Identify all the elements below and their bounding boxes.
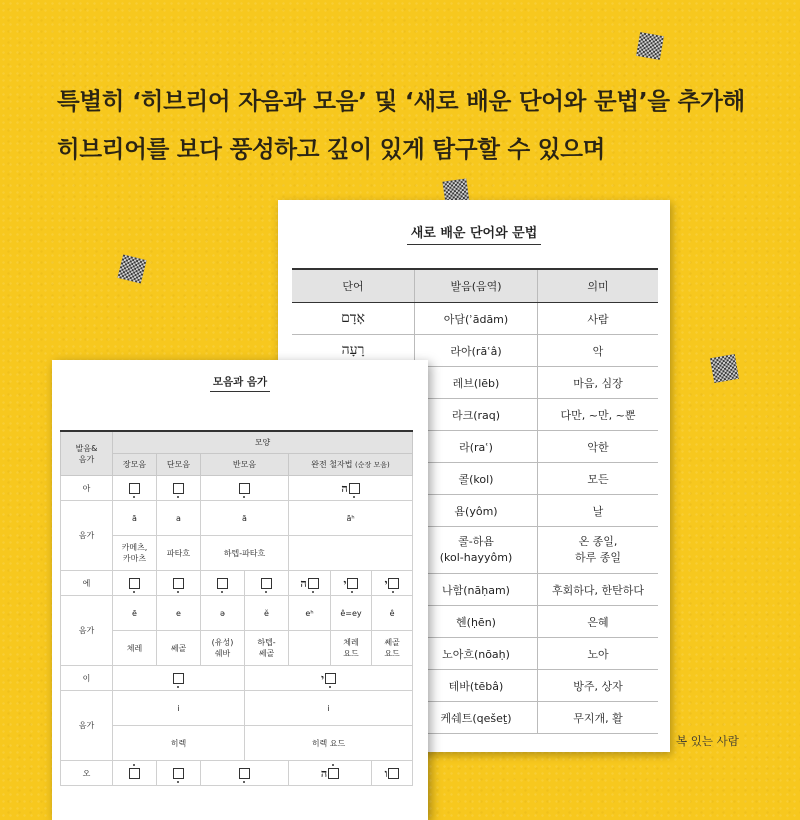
consonant-box-icon: [173, 578, 184, 589]
consonant-box-icon: [328, 768, 339, 779]
meaning: 후회하다, 한탄하다: [538, 574, 659, 606]
hebrew-letter: י: [384, 576, 388, 590]
consonant-box-icon: [388, 578, 399, 589]
checker-square-decoration: [636, 32, 664, 60]
publisher-credit: 복 있는 사람: [676, 734, 739, 748]
vowel-shape: [113, 666, 245, 691]
vowel-shape: [289, 571, 331, 596]
vowel-shape: [372, 761, 413, 786]
hebrew-word: רָעָה: [292, 335, 415, 367]
consonant-box-icon: [308, 578, 319, 589]
vowel-name: 쎄골 요드: [372, 631, 413, 666]
meaning: 은혜: [538, 606, 659, 638]
table-row: [292, 303, 658, 335]
pronunciation: 욤(yôm): [415, 495, 538, 527]
pronunciation: 나함(nāḥam): [415, 574, 538, 606]
consonant-box-icon: [388, 768, 399, 779]
vowel-shape: [157, 571, 201, 596]
pronunciation: 레브(lēb): [415, 367, 538, 399]
vowel-name: 히렉 요드: [245, 726, 413, 761]
vowel-shape: [201, 476, 289, 501]
hebrew-letter: ה: [341, 481, 348, 495]
vowel-name: 히렉: [113, 726, 245, 761]
sound-label: 음가: [61, 596, 113, 666]
checker-square-decoration: [710, 354, 739, 383]
pronunciation: 콜(kol): [415, 463, 538, 495]
vowel-sheet: [52, 360, 428, 820]
vowel-label-i: 이: [61, 666, 113, 691]
vowel-name: 쎄골: [157, 631, 201, 666]
pronunciation: 헨(ḥēn): [415, 606, 538, 638]
sound-value: ē: [113, 596, 157, 631]
vowel-shape: [113, 761, 157, 786]
sound-value: eʰ: [289, 596, 331, 631]
vowel-sheet-title: 모음과 음가: [52, 374, 428, 389]
sound-value: a: [157, 501, 201, 536]
col-header-pron: 발음(음역): [415, 269, 538, 303]
vowel-shape: [157, 761, 201, 786]
vowel-label-o: 오: [61, 761, 113, 786]
vowel-name: 체레 요드: [331, 631, 372, 666]
sound-value: ê=ey: [331, 596, 372, 631]
consonant-box-icon: [173, 673, 184, 684]
vowel-name: 체레: [113, 631, 157, 666]
consonant-box-icon: [129, 768, 140, 779]
headline-line-1: 특별히 ‘히브리어 자음과 모음’ 및 ‘새로 배운 단어와 문법’을 추가해: [57, 87, 745, 115]
vowel-shape: [289, 761, 372, 786]
consonant-box-icon: [261, 578, 272, 589]
pronunciation: 라(raʿ): [415, 431, 538, 463]
hebrew-word: אָדָם: [292, 303, 415, 335]
sound-value: ê: [372, 596, 413, 631]
sound-value: ĕ: [245, 596, 289, 631]
meaning-line-1: 온 종일,: [578, 535, 618, 548]
vowel-shape: [157, 476, 201, 501]
col-header-shape: 모양: [113, 431, 413, 454]
meaning: 날: [538, 495, 659, 527]
col-header-half-vowel: 반모음: [201, 454, 289, 476]
sound-value: āʰ: [289, 501, 413, 536]
meaning: 방주, 상자: [538, 670, 659, 702]
vowel-label-a: 아: [61, 476, 113, 501]
hebrew-letter: ה: [320, 766, 328, 780]
meaning-line-2: 하루 종일: [574, 551, 621, 564]
vowel-shape: [331, 571, 372, 596]
pronunciation: 케쉐트(qešeṯ): [415, 702, 538, 734]
vowel-shape: [113, 571, 157, 596]
pronunciation-roman: (kol-hayyôm): [439, 551, 513, 564]
pronunciation: 노아흐(nōaḥ): [415, 638, 538, 670]
vocab-sheet-title: 새로 배운 단어와 문법: [278, 222, 670, 241]
sound-label: 음가: [61, 501, 113, 571]
full-spelling-label: 완전 철자법: [311, 460, 353, 469]
pronunciation: 아담(ʾādām): [415, 303, 538, 335]
vowel-name: (유성) 쉐바: [201, 631, 245, 666]
meaning: 다만, ~만, ~뿐: [538, 399, 659, 431]
consonant-box-icon: [325, 673, 336, 684]
checker-square-decoration: [117, 254, 146, 283]
consonant-box-icon: [129, 483, 140, 494]
pronunciation: 테바(tēbâ): [415, 670, 538, 702]
meaning: 악한: [538, 431, 659, 463]
pronunciation: 라아(rāʿâ): [415, 335, 538, 367]
sound-value: i: [113, 691, 245, 726]
meaning: 모든: [538, 463, 659, 495]
vowel-shape: [245, 666, 413, 691]
hebrew-letter: ו: [384, 766, 388, 780]
vowel-name-empty: [289, 536, 413, 571]
meaning: 마음, 심장: [538, 367, 659, 399]
vowel-name-empty: [289, 631, 331, 666]
vowel-shape: [245, 571, 289, 596]
full-spelling-note: (순장 모음): [355, 461, 390, 469]
sound-value: ə: [201, 596, 245, 631]
sound-value: ă: [201, 501, 289, 536]
consonant-box-icon: [173, 768, 184, 779]
vowel-shape: [289, 476, 413, 501]
vowel-name: 카메츠, 카마츠: [113, 536, 157, 571]
sound-value: e: [157, 596, 201, 631]
sound-label: 음가: [61, 691, 113, 761]
col-header-full-spelling: [289, 454, 413, 476]
col-header-long-vowel: 장모음: [113, 454, 157, 476]
pronunciation: [415, 527, 538, 574]
hebrew-letter: ה: [300, 576, 307, 590]
vowel-shape: [201, 761, 289, 786]
vowel-shape: [201, 571, 245, 596]
hebrew-letter: י: [343, 576, 347, 590]
col-header-short-vowel: 단모음: [157, 454, 201, 476]
pronunciation: 라크(raq): [415, 399, 538, 431]
vowel-shape: [372, 571, 413, 596]
vowel-name: 하텝- 쎄골: [245, 631, 289, 666]
consonant-box-icon: [347, 578, 358, 589]
hebrew-letter: י: [321, 671, 324, 685]
headline-line-2: 히브리어를 보다 풍성하고 깊이 있게 탐구할 수 있으며: [57, 135, 605, 163]
col-header-word: 단어: [292, 269, 415, 303]
consonant-box-icon: [129, 578, 140, 589]
meaning: 악: [538, 335, 659, 367]
meaning: 무지개, 활: [538, 702, 659, 734]
vowel-shape: [113, 476, 157, 501]
meaning: 사람: [538, 303, 659, 335]
meaning: [538, 527, 659, 574]
sound-value: ā: [113, 501, 157, 536]
pronunciation-korean: 콜-하욤: [458, 535, 494, 548]
sound-value: i: [245, 691, 413, 726]
col-header-meaning: 의미: [538, 269, 659, 303]
vowel-table: [60, 430, 413, 786]
consonant-box-icon: [173, 483, 184, 494]
col-header-sound: 발음& 음가: [61, 431, 113, 476]
meaning: 노아: [538, 638, 659, 670]
consonant-box-icon: [217, 578, 228, 589]
consonant-box-icon: [239, 483, 250, 494]
vowel-label-e: 에: [61, 571, 113, 596]
consonant-box-icon: [349, 483, 360, 494]
vowel-name: 파타흐: [157, 536, 201, 571]
vowel-name: 하텝-파타흐: [201, 536, 289, 571]
consonant-box-icon: [239, 768, 250, 779]
